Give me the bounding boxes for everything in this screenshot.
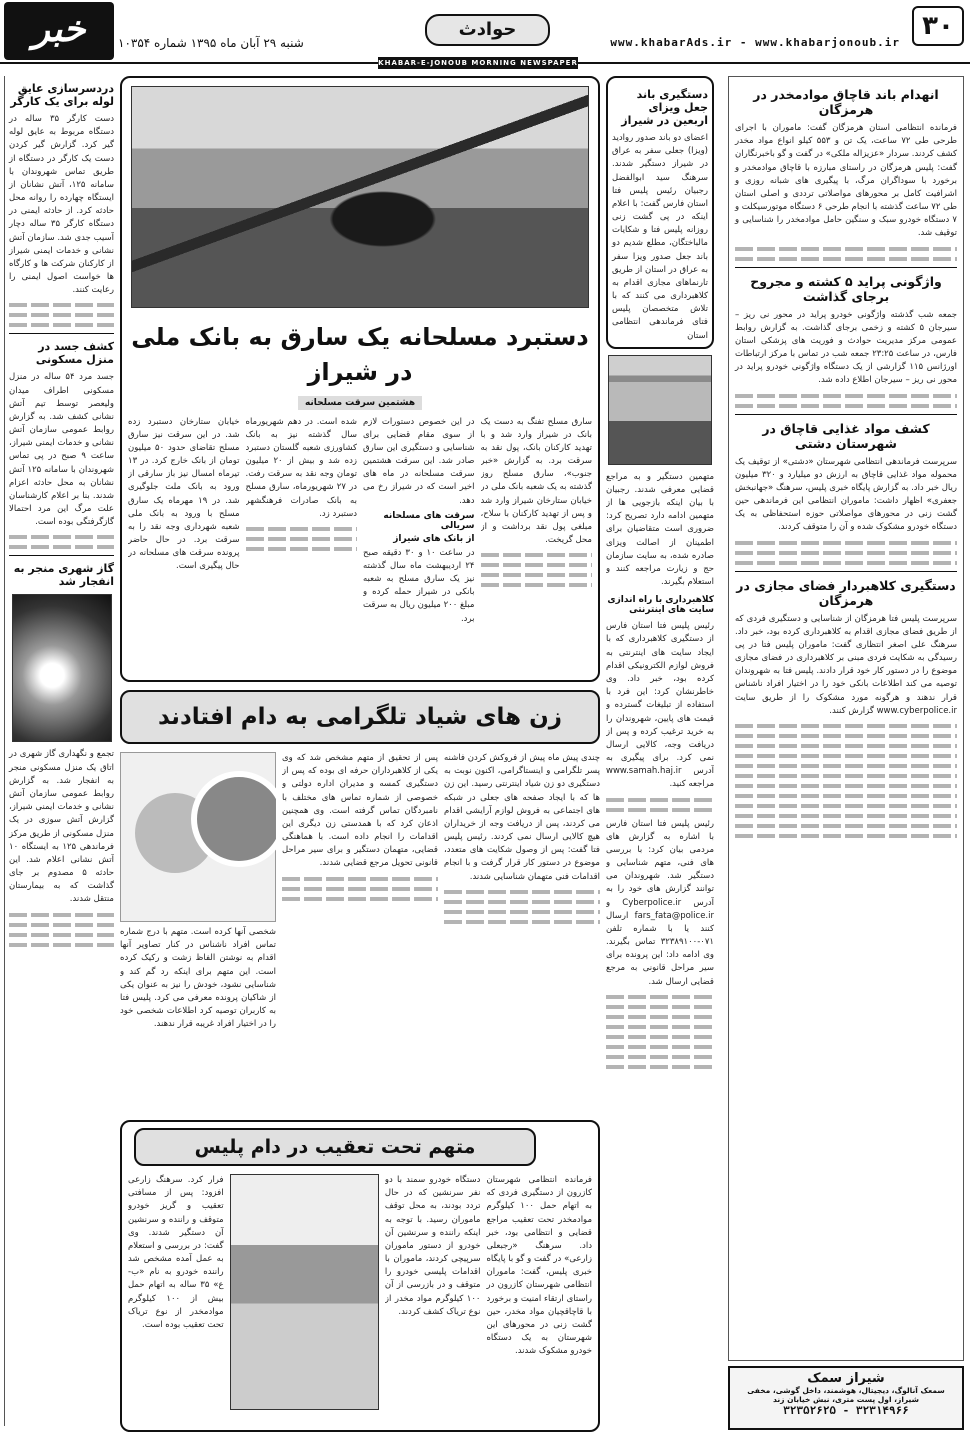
story-body-found: جسد مرد ۵۴ ساله در منزل مسکونی اطراف میدان ولیعصر توسط تیم آتش نشانی کشف شد. به گزارش روابط عمومی سازمان آتش نشانی و خدمات ایمنی شیراز، ساعت ۹ صبح در پی تماس شهروندان با سامانه ۱۲۵ آتش نشانان به محل حادثه اعزام شدند. بنا بر اعلام کارشناسان علت مرگ این مرد احتمالا گازگرفتگی بوده است. bbox=[9, 372, 114, 528]
strapline: KHABAR-E-JONOUB MORNING NEWSPAPER bbox=[378, 59, 578, 67]
story-pride-crash: جمعه شب گذشته واژگونی خودرو پراید در محور نی ریز – سیرجان ۵ کشته و زخمی برجای گذاشت. به گزارش روابط عمومی مرکز مدیریت حوادث و فوریت های پزشکی استان فارس، در ساعت ۲۳:۲۵ جمعه شب در تماس با مرکز ارتباطات اورژانس ۱۱۵ گزارشی از یک دستگاه واژگونی خودرو پراید در محور نی ریز – سیرجان اطلاع داده شد. bbox=[735, 309, 957, 386]
headline-drug-gang: انهدام باند قاچاق موادمخدر در هرمزگان bbox=[753, 87, 939, 117]
bank-robbery-photo bbox=[131, 86, 589, 308]
fugitive-col-1: فرمانده انتظامی شهرستان کازرون از دستگیری فردی که به اتهام حمل ۱۰۰ کیلوگرم موادمخدر تحت تعقیب مراجع قضایی و انتظامی بود، خبر داد. سرهنگ «رجبعلی زارعی» در گفت و گو با پایگاه خبری پلیس، گفت: ماموران انتظامی شهرستان کازرون در راستای ارتقاء امنیت و برخورد با قاچاقچیان مواد مخدر، حین گشت زنی در محورهای این شهرستان به یک دستگاه خودرو مشکوک شدند. bbox=[486, 1175, 592, 1357]
story-web-fraud: رئیس پلیس فتا استان فارس از دستگیری کلاهبرداری که با ایجاد سایت های اینترنتی به فروش لوازم الکترونیکی اقدام کرده بود، خبر داد. وی خاطرنشان کرد: این فرد با استفاده از تبلیغات گسترده و قیمت های پایین، شهروندان را به خرید ترغیب کرده و پس از دریافت وجه، کالایی ارسال نمی کرد. برای پیگیری به آدرس www.samah.haj.ir مراجعه کنید. bbox=[606, 621, 714, 790]
subhead-web-fraud: کلاهبرداری با راه اندازی سایت های اینترنتی bbox=[607, 595, 714, 616]
headline-cyber-fraud: دستگیری کلاهبردار فضای مجازی در هرمزگان bbox=[736, 577, 956, 608]
fugitive-arrest-story bbox=[120, 1120, 600, 1432]
bank-robbery-headline: دستبرد مسلحانه یک سارق به بانک ملی در شیراز bbox=[131, 323, 589, 386]
hearing-aid-ad[interactable] bbox=[728, 1366, 964, 1430]
story-cyber-fraud: سرپرست پلیس فتا هرمزگان از شناسایی و دستگیری فردی که از طریق فضای مجازی اقدام به کلاهبرداری کرده بود، خبر داد. سرهنگ علی اصغر انتظاری گفت: ماموران پلیس فتا در پی رسیدگی به شکایت فردی مبنی بر کلاهبرداری در فضای مجازی موضوع را در دستور کار خود قرار دادند. پلیس فتا به شهروندان توصیه می کند اطلاعات بانکی خود را در اختیار افراد ناشناس قرار ندهند و هرگونه مورد مشکوک را از طریق سایت www.cyberpolice.ir گزارش کنند. bbox=[735, 613, 957, 716]
fugitive-col-3: فرار کرد. سرهنگ زارعی افزود: پس از مسافتی تعقیب و گریز خودرو متوقف و راننده و سرنشین آن دستگیر شدند. وی گفت: در بررسی و استعلام به عمل آمده مشخص شد راننده خودرو به نام «ب-ع» ۳۵ ساله به اتهام حمل بیش از ۱۰۰ کیلوگرم موادمخدر از نوع تریاک تحت تعقیب بوده است. bbox=[128, 1175, 224, 1330]
ad-address: شیراز، اول پست متری، نبش خیابان زند bbox=[773, 1395, 919, 1404]
story-pipe-worker: دست کارگر ۳۵ ساله در دستگاه مربوط به عایق لوله گیر کرد. گزارش گیر کردن دست یک کارگر در دستگاه از طریق تماس شهروندان با سامانه ۱۲۵، آتش نشانان از ایستگاه چهارده را روانه محل حادثه کرد. از حادثه ایمنی در دستگاه کارگر ۳۵ ساله دچار آسیب جدی شد. سازمان آتش نشانی و خدمات ایمنی شیراز از کارکنان شرکت ها و کارگاه ها خواست اصول ایمنی را رعایت کنند. bbox=[9, 114, 114, 296]
feature-col-2: در این خصوص دستورات لازم از سوی مقام قضایی برای شناسایی و دستگیری این سارق صادر شد. این سرقت هشتمین سرقت مسلحانه در ماه های اخیر است که در شیراز رخ می دهد. bbox=[363, 416, 475, 506]
feature-col-2b: در ساعت ۱۰ و ۳۰ دقیقه صبح ۲۴ اردیبهشت ماه سال گذشته نیز یک سارق مسلح به شعبه بانکی در شیراز حمله کرده و مبلغ ۲۰۰ میلیون ریال به سرقت برد. bbox=[363, 547, 475, 624]
story-cyber-report: رئیس پلیس فتا استان فارس با اشاره به گزارش های مردمی بیان کرد: با بررسی های فنی، متهم شناسایی و دستگیر شد. شهروندان می توانند گزارش های خود را به آدرس Cyberpolice.ir و fars_fata@police.ir ارسال کنند یا با شماره تلفن ۰۷۱-۳۲۳۸۹۱۰۰ تماس بگیرند. وی ادامه داد: این پرونده برای سیر مراحل قانونی به مرجع قضایی ارسال شد. bbox=[606, 818, 714, 987]
left-column bbox=[4, 76, 114, 1426]
ad-products: سمعک آنالوگ، دیجیتال، هوشمند، داخل گوشی، مخفی bbox=[747, 1386, 945, 1395]
feature-col-4: خیابان ستارخان دستبرد زده شد. در این سرقت نیز سارق مسلح تقاضای حدود ۵۰ میلیون تومان از بانک خارج کرد. در ۱۳ تیرماه امسال نیز باز سارقی از ورود به بانک ملت جلوگیری شد. در ۱۹ مهرماه یک سارق مسلح با ورود به بانک ملی شعبه شهرداری وجه نقد را به سرقت برد. در حال حاضر پرونده سرقت های مسلحانه در حال پیگیری است. bbox=[128, 416, 240, 572]
ad-title: شیراز سمک bbox=[807, 1371, 885, 1386]
website-urls[interactable]: www.khabarAds.ir - www.khabarjonoub.ir bbox=[610, 36, 900, 49]
headline-pipe-worker: دردسرسازی عایق لوله برای یک کارگر bbox=[10, 82, 114, 108]
story-drug-gang: فرمانده انتظامی استان هرمزگان گفت: ماموران با اجرای طرحی طی ۷۲ ساعت، یک تن و ۵۵۳ کیلو انواع مواد مخدر کشف کردند. سردار «عزیزاله ملکی» در گفت و گو باخبرنگاران گفت: پلیس هرمزگان در راستای مبارزه با قاچاق موادمخدر و برخورد با سوداگران مرگ، با پیگیری های شبانه روزی و اشرافیت کامل بر محورهای مواصلاتی ترددی و اصلی استان طی ۷۲ ساعت گذشته با انجام طرحی ۶ دستگاه موتورسیکلت و ۷ دستگاه خودرو سبک و سنگین حامل موادمخدر را شناسایی و توقیف شد. bbox=[735, 123, 957, 239]
story-gas-explosion: تجمع و نگهداری گاز شهری در اتاق یک منزل مسکونی منجر به انفجار شد. به گزارش روابط عمومی سازمان آتش نشانی و خدمات ایمنی شیراز، گزارش آتش سوزی در یک منزل مسکونی از طریق مرکز فرماندهی ۱۲۵ به ایستگاه ۱۰ آتش نشانی اعلام شد. این حادثه ۵ مصدوم بر جای گذاشت که به بیمارستان منتقل شدند. bbox=[9, 749, 114, 905]
page-number: ۳۰ bbox=[912, 6, 964, 46]
ad-phone: ۳۲۳۵۲۶۲۵ - ۳۲۳۱۴۹۶۶ bbox=[783, 1404, 909, 1417]
headline-body-found: کشف جسد در منزل مسکونی bbox=[35, 340, 114, 367]
bank-robbery-feature bbox=[120, 76, 600, 682]
telegram-col-1: چندی پیش ماه پیش از فروکش کردن فاشنه پسر تلگرامی و اینستاگرامی، اکنون نوبت به دستگیری دو زن شیاد اینترنتی رسید. این زن ها که با ایجاد صفحه های جعلی در شبکه های اجتماعی به فروش لوازم آرایشی اقدام می کردند، پس از دریافت وجه از خریداران هیچ کالایی ارسال نمی کردند. رئیس پلیس فتا گفت: پس از وصول شکایت های متعدد، موضوع در دستور کار قرار گرفت و با انجام اقدامات فنی متهمان شناسایی شدند. bbox=[444, 753, 600, 882]
center-right-column bbox=[606, 76, 714, 1436]
right-column bbox=[728, 76, 964, 1361]
handcuffs-photo bbox=[230, 1174, 379, 1410]
visa-story-box bbox=[606, 76, 714, 349]
story-visa-fraud: اعضای دو باند صدور روادید (ویزا) جعلی سفر به عراق در شیراز دستگیر شدند. سرهنگ سید ابوالفضل رجبیان رئیس پلیس فتا استان فارس گفت: با اعلام اینکه در پی گشت زنی روزانه پلیس فتا و شکایات مالباختگان، مطلع شدیم دو باند جعل صدور ویزا سفر به عراق در استان از طریق تارنماهای مجازی اقدام به کلاهبرداری می کنند که با تلاش متخصصان پلیس فتای فرماندهی انتظامی استان bbox=[612, 133, 708, 341]
headline-gas-explosion: گاز شهری منجر به انفجار شد bbox=[13, 562, 114, 589]
section-tab: حوادث bbox=[425, 14, 550, 46]
whatsapp-icon bbox=[191, 771, 276, 867]
headline-smuggled-food: کشف مواد غذایی قاچاق در شهرستان دشتی bbox=[762, 420, 930, 451]
bank-robbery-kicker: هشتمین سرقت مسلحانه bbox=[298, 396, 422, 410]
headline-visa-fraud: دستگیری باند جعل ویزای اربعین در شیراز bbox=[621, 88, 708, 127]
story-visa-fraud-cont: متهمین دستگیر و به مراجع قضایی معرفی شدند. رجبیان با بیان اینکه بازجویی ها از متهمین ادامه دارد تصریح کرد: ضروری است متقاضیان برای اطمینان از اصالت ویزای صادره شده، به سایت سازمان حج و زیارت مراجعه کنند و استعلام بگیرند. bbox=[606, 471, 714, 588]
feature-subhead-1: سرقت های مسلحانه سریالی bbox=[383, 510, 475, 531]
fugitive-headline: متهم تحت تعقیب در دام پلیس bbox=[134, 1128, 536, 1166]
feature-col-1: سارق مسلح تفنگ به دست یک بانک در شیراز وارد شد و با تهدید کارکنان بانک، پول نقد به سرقت برد. به گزارش «خبر جنوب»، سارق مسلح روز گذشته به یک شعبه بانک ملی در خیابان ستارخان شیراز وارد شد و پس از تهدید کارکنان با سلاح، مبلغی پول نقد برداشت و از محل گریخت. bbox=[480, 416, 592, 546]
story-smuggled-food: سرپرست فرماندهی انتظامی شهرستان «دشتی» از توقیف یک محموله مواد غذایی قاچاق به ارزش دو میلیارد و ۳۲۰ میلیون ریال خبر داد. به گزارش پایگاه خبری پلیس، سرهنگ «جهانبخش جعفری» اظهار داشت: ماموران انتظامی این فرماندهی حین گشت زنی در محورهای مواصلاتی حوزه استحفاظی به یک دستگاه خودرو مشکوک شده و آن را متوقف کردند. bbox=[735, 456, 957, 533]
issue-info: شنبه ۲۹ آبان ماه ۱۳۹۵ شماره ۱۰۳۵۴ bbox=[118, 36, 304, 50]
telegram-col-2: پس از تحقیق از متهم مشخص شد که وی یکی از کلاهبرداران حرفه ای بوده که پس از دستگیری کمسه و مدیران اداره دولتی و خصوصی از شماره تماس های مختلف با نامبردگان تماس گرفته است. وی همچنین اذعان کرد که با همدستی زن دیگری این اقدامات را انجام داده است. با هماهنگی قضایی، متهمان دستگیر و برای سیر مراحل قانونی تحویل مرجع قضایی شدند. bbox=[282, 753, 438, 869]
feature-col-3: شده است. در دهم شهریورماه سال گذشته نیز به بانک کشاورزی شعبه گلستان دستبرد زده شد و بیش از ۲۰ میلیون تومان وجه نقد به سرقت رفت. در ۲۷ شهریورماه، سارق مسلح به بانک صادرات فرهنگشهر دستبرد زد. bbox=[245, 416, 357, 519]
masthead bbox=[0, 0, 970, 64]
telegram-col-3: شخصی آنها کرده است. متهم با درج شماره تماس افراد ناشناس در کنار تصاویر آنها اقدام به نوشتن الفاظ زشت و رکیک کرده است. این متهم برای اینکه رد گم کند و شناسایی نشود، خودش را نیز به عنوان یکی از شاکیان پرونده معرفی می کرد. پلیس فتا به کاربران توصیه کرد اطلاعات شخصی خود را در اختیار افراد غریبه قرار ندهند. bbox=[120, 927, 276, 1030]
telegram-headline: زن های شیاد تلگرامی به دام افتادند bbox=[120, 690, 600, 744]
headline-pride-crash: واژگونی پراید ۵ کشته و مجروح برجای گذاشت bbox=[750, 273, 942, 304]
fugitive-col-2: دستگاه خودرو سمند با دو نفر سرنشین که در حال تردد بودند، به محل توقف ماموران رسید. با توجه به اینکه راننده و سرنشین آن خودرو از دستور ماموران سرپیچی کردند، ماموران با اقدامات پلیسی خودرو را متوقف و در بازرسی از آن ۱۰۰ کیلوگرم مواد مخدر از نوع تریاک کشف کردند. bbox=[384, 1175, 481, 1317]
telegram-fraud-story bbox=[120, 690, 600, 1120]
messenger-icons-image bbox=[120, 752, 276, 922]
feature-subhead-2: از بانک های شیراز bbox=[393, 533, 475, 544]
police-officers-photo bbox=[608, 355, 712, 465]
explosion-photo bbox=[12, 594, 112, 742]
newspaper-logo: خبر bbox=[4, 2, 114, 60]
